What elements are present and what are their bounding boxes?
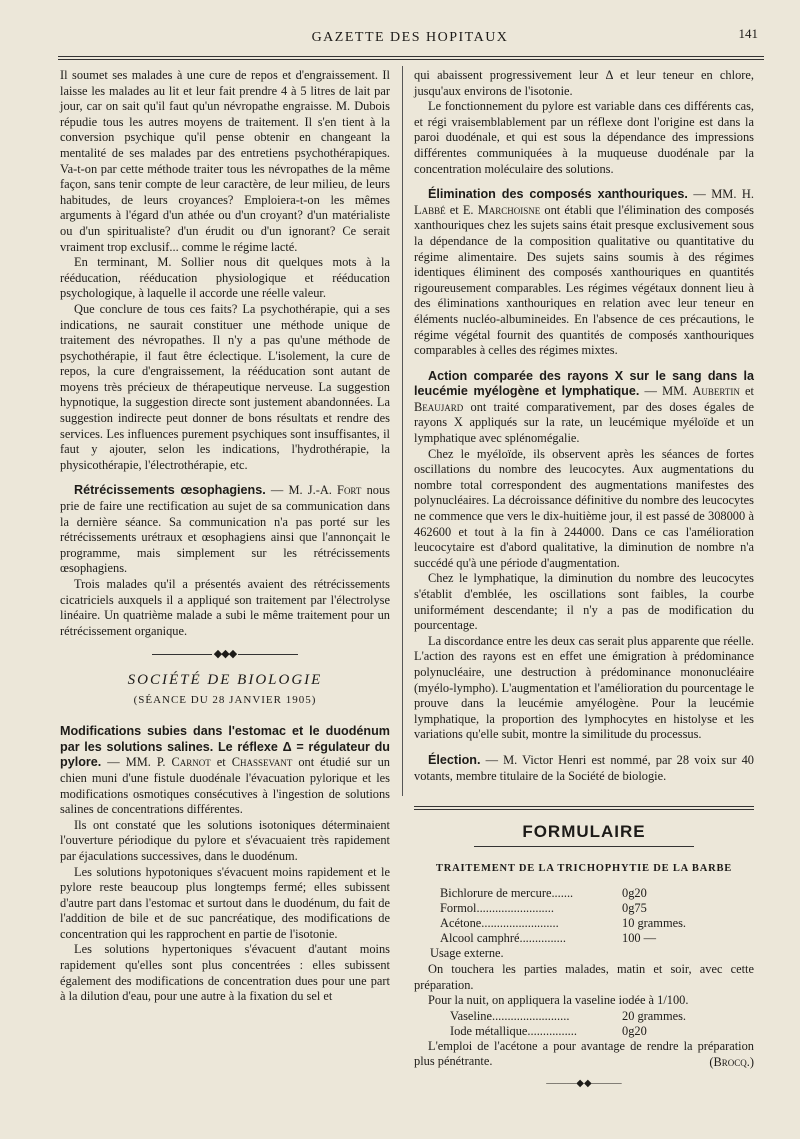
paragraph: On touchera les parties malades, matin et soir, avec cette préparation. (414, 961, 754, 992)
paragraph: Ils ont constaté que les solutions isotoniques déterminaient l'ouverture périodique du pylore et s'évacuaient très rapidement par éjaculations successives, dans le duodénum. (60, 817, 390, 863)
author-name: Labbé (414, 202, 446, 217)
formulaire-subtitle: TRAITEMENT DE LA TRICHOPHYTIE DE LA BARBE (435, 862, 733, 874)
article-paragraph (414, 369, 754, 447)
article-heading: Modifications subies dans l'estomac et le duodénum par les solutions salines. Le réflexe Δ = régulateur du pylore. (60, 724, 390, 770)
quantity: 0g75 (622, 901, 647, 916)
article-heading: Élimination des composés xanthouriques. (428, 187, 688, 202)
author-name: Aubertin (692, 384, 740, 399)
text-run: ont étudié sur un chien muni d'une fistule duodénale l'évacuation pylorique et les modifications osmotiques consécutives à l'ingestion de solutions salines de concentrations différentes. (60, 755, 390, 817)
quantity: 20 grammes. (622, 1008, 687, 1023)
page-number: 141 (738, 26, 758, 41)
text-run: — M. Victor Henri est nommé, par 28 voix sur 40 votants, membre titulaire de la Société de biologie. (414, 752, 754, 783)
section-rule (414, 806, 754, 807)
prescription-line (414, 1024, 754, 1039)
ingredient: Iode métallique................ (450, 1023, 577, 1038)
ingredient: Formol......................... (440, 901, 554, 916)
paragraph: En terminant, M. Sollier nous dit quelques mots à la rééducation, rééducation physiologique et rééducation psychologique, à laquelle il accorde une réelle valeur. (60, 255, 390, 301)
paragraph: L'emploi de l'acétone a pour avantage de rendre la préparation plus pénétrante. (414, 1038, 754, 1069)
usage-label: Usage externe. (430, 946, 504, 961)
text-run: — M. J.-A. (265, 483, 338, 498)
article-paragraph (60, 724, 390, 818)
paragraph: Il soumet ses malades à une cure de repos et d'engraissement. Il laisse les malades au lit et leur fait prendre 4 à 5 litres de lait par jour, car on sait qu'il faut qu'un névropathe engraisse. M. Dubois répudie tous les autres moyens de traitement. Il s'en tient à la conversion psychique qu'il pense obtenir en changeant la mentalité de ses malades par des entretiens psychothérapiques. Va-t-on par cette méthode traiter tous les névropathes de la même façon, sans tenir compte de leur caractère, de leur milieu, de leurs habitudes, de leurs croyances? Emploiera-t-on les mêmes arguments à l'égard d'un athée ou d'un croyant? d'un matérialiste ou d'un spiritualiste? d'un érudit ou d'un ignorant? Ce serait vraiment trop exclusif... comme le régime lacté. (60, 68, 390, 254)
ingredient: Alcool camphré............... (440, 931, 566, 946)
paragraph: Pour la nuit, on appliquera la vaseline iodée à 1/100. (428, 993, 689, 1008)
article-heading: Élection. (428, 752, 481, 767)
end-ornament: ———◆◆——— (546, 1078, 622, 1090)
header-rule-2 (58, 59, 764, 60)
paragraph: qui abaissent progressivement leur Δ et leur teneur en chlore, jusqu'aux environs de l'isotonie. (414, 68, 754, 98)
prescription-line (414, 916, 754, 931)
section-ornament: ◆◆◆ (60, 647, 390, 663)
text-run: et (739, 384, 754, 399)
session-date: (SÉANCE DU 28 JANVIER 1905) (133, 693, 317, 706)
page-header: GAZETTE DES HOPITAUX (311, 30, 509, 45)
paragraph: Les solutions hypotoniques s'évacuent moins rapidement et le pylore reste beaucoup plus longtemps fermé; elles subissent d'autre part dans l'estomac et surtout dans le duodénum, du fait de l'addition de bile et de suc pancréatique, des modifications de concentration qui les rapprochent en partie de l'isotonie. (60, 864, 390, 941)
author-name: Beaujard (414, 399, 464, 414)
paragraph: Trois malades qu'il a présentés avaient des rétrécissements cicatriciels auxquels il a appliqué son traitement par l'électrolyse linéaire. Un quatrième malade a subi le même traitement pour un rétrécissement organique. (60, 577, 390, 638)
left-column (60, 68, 390, 1005)
paragraph: Chez le lymphatique, la diminution du nombre des leucocytes s'établit d'emblée, les oscillations sont faibles, la courbe uniformément descendante; il n'y a pas de modification du pourcentage. (414, 571, 754, 633)
author-name: Marchoisne (477, 202, 541, 217)
quantity: 0g20 (622, 1023, 647, 1038)
paragraph: Le fonctionnement du pylore est variable dans ces différents cas, et régi vraisemblablement par un réflexe dont l'origine est dans la paroi duodénale, et qui est sous la dépendance des impressions différentes communiquées à la muqueuse duodénale par la concentration moléculaire des solutions. (414, 99, 754, 176)
prescription-line (414, 1009, 754, 1024)
article-paragraph (60, 483, 390, 577)
text-run: ont traité comparativement, par des doses égales de rayons X appliqués sur la rate, un leucémique myéloïde et un lymphatique avec splénomégalie. (414, 399, 754, 446)
text-run: et E. (445, 202, 478, 217)
quantity: 100 — (622, 931, 657, 946)
prescription-2 (414, 1009, 754, 1039)
paragraph: Les solutions hypertoniques s'évacuent d'autant moins rapidement qu'elles sont plus concentrées : elles subissent également des modifications de concentration dues pour une part à la dilution d'eau, pour une autre à la fixation du sel et (60, 942, 390, 1004)
text-run: et (210, 755, 232, 770)
author-name: Chassevant (231, 755, 293, 770)
signature: (Brocq.) (709, 1054, 754, 1069)
author-name: Fort (337, 483, 362, 498)
ingredient: Bichlorure de mercure....... (440, 886, 574, 901)
header-rule (58, 56, 764, 57)
text-run: — MM. H. (687, 187, 754, 202)
article-paragraph (414, 753, 754, 784)
article-heading: Rétrécissements œsophagiens. (74, 483, 266, 498)
column-separator (402, 66, 403, 796)
paragraph: La discordance entre les deux cas serait plus apparente que réelle. L'action des rayons est en effet une émigration à prédominance polynucléaire, une destruction à prédominance mononucléaire (myélo-lympho). L'augmentation et l'amélioration du pourcentage le prouve dans la leucémie amyélogène. Pour la leucémie lymphatique, la proportion des lymphocytes en histolyse et les variations qu'elle subit, montre la similitude du processus. (414, 633, 754, 742)
quantity: 10 grammes. (622, 916, 687, 931)
text-run: — MM. (639, 384, 693, 399)
society-title: SOCIÉTÉ DE BIOLOGIE (127, 671, 323, 688)
section-rule-2 (414, 809, 754, 810)
paragraph: Chez le myéloïde, ils observent après les séances de fortes oscillations du nombre des leucocytes. Aux augmentations du nombre total correspondent des augmentations manifestes des polynucléaires. La décroissance définitive du nombre des leucocytes ne commence que vers le dix-huitième jour, il est passé de 308000 à 462600 et tout à la fin à 244000. Dans ce cas l'amélioration leucocytaire est d'abord qualitative, la diminution de nombre n'a succédé qu'à une période d'augmentation. (414, 446, 754, 570)
author-name: Carnot (171, 755, 211, 770)
prescription-line (414, 931, 754, 946)
text-run: nous prie de faire une rectification au sujet de sa communication dans la dernière séance. Sa communication n'a pas porté sur les rétrécissements urétraux et œsophagiens ainsi que l'annonçait le programme, mais simplement sur les rétrécissements œsophagiens. (60, 483, 390, 576)
paragraph: Que conclure de tous ces faits? La psychothérapie, qui a ses indications, ne saurait constituer une méthode unique de traitement des névropathes. Il n'y a pas qu'une méthode de psychothérapie, il faut être éclectique. L'isolement, la cure de repos, la cure d'engraissement, la rééducation sont autant de moyens très précieux de thérapeutique nerveuse. La suggestion hypnotique, la suggestion directe sont justement abandonnées. La suggestion indirecte peut donner de bons résultats et rendre des services. Les influences purement psychiques sont insuffisantes, il faut y ajouter, selon les indications, l'hydrothérapie, la physicothérapie, l'électrothérapie, etc. (60, 301, 390, 472)
prescription-1 (414, 886, 754, 946)
prescription-line (414, 886, 754, 901)
ingredient: Vaseline......................... (450, 1008, 570, 1023)
text-run: ont établi que l'élimination des composés xanthouriques chez les sujets sains était presque exclusivement sous la dépendance de la composition qualitative ou quantitative du régime alimentaire. Des sujets sains soumis à des régimes identiques éliminent des composés xanthouriques en quantités rigoureusement comparables. Les régimes végétaux donnent lieu à des éliminations xanthouriques en relation avec leur teneur en éléments nucléo-albumineides. En l'absence de ces précautions, le régime végétal fournit des quantités de composés xanthouriques comparables à celles des régimes mixtes. (414, 202, 754, 358)
formulaire-title: FORMULAIRE (522, 822, 646, 842)
ingredient: Acétone......................... (440, 916, 559, 931)
article-paragraph (414, 187, 754, 359)
prescription-line (414, 901, 754, 916)
text-run: — MM. P. (101, 755, 172, 770)
quantity: 0g20 (622, 886, 647, 901)
title-underline (474, 846, 694, 847)
right-column (414, 68, 754, 1092)
article-heading: Action comparée des rayons X sur le sang dans la leucémie myélogène et lymphatique. (414, 368, 754, 399)
